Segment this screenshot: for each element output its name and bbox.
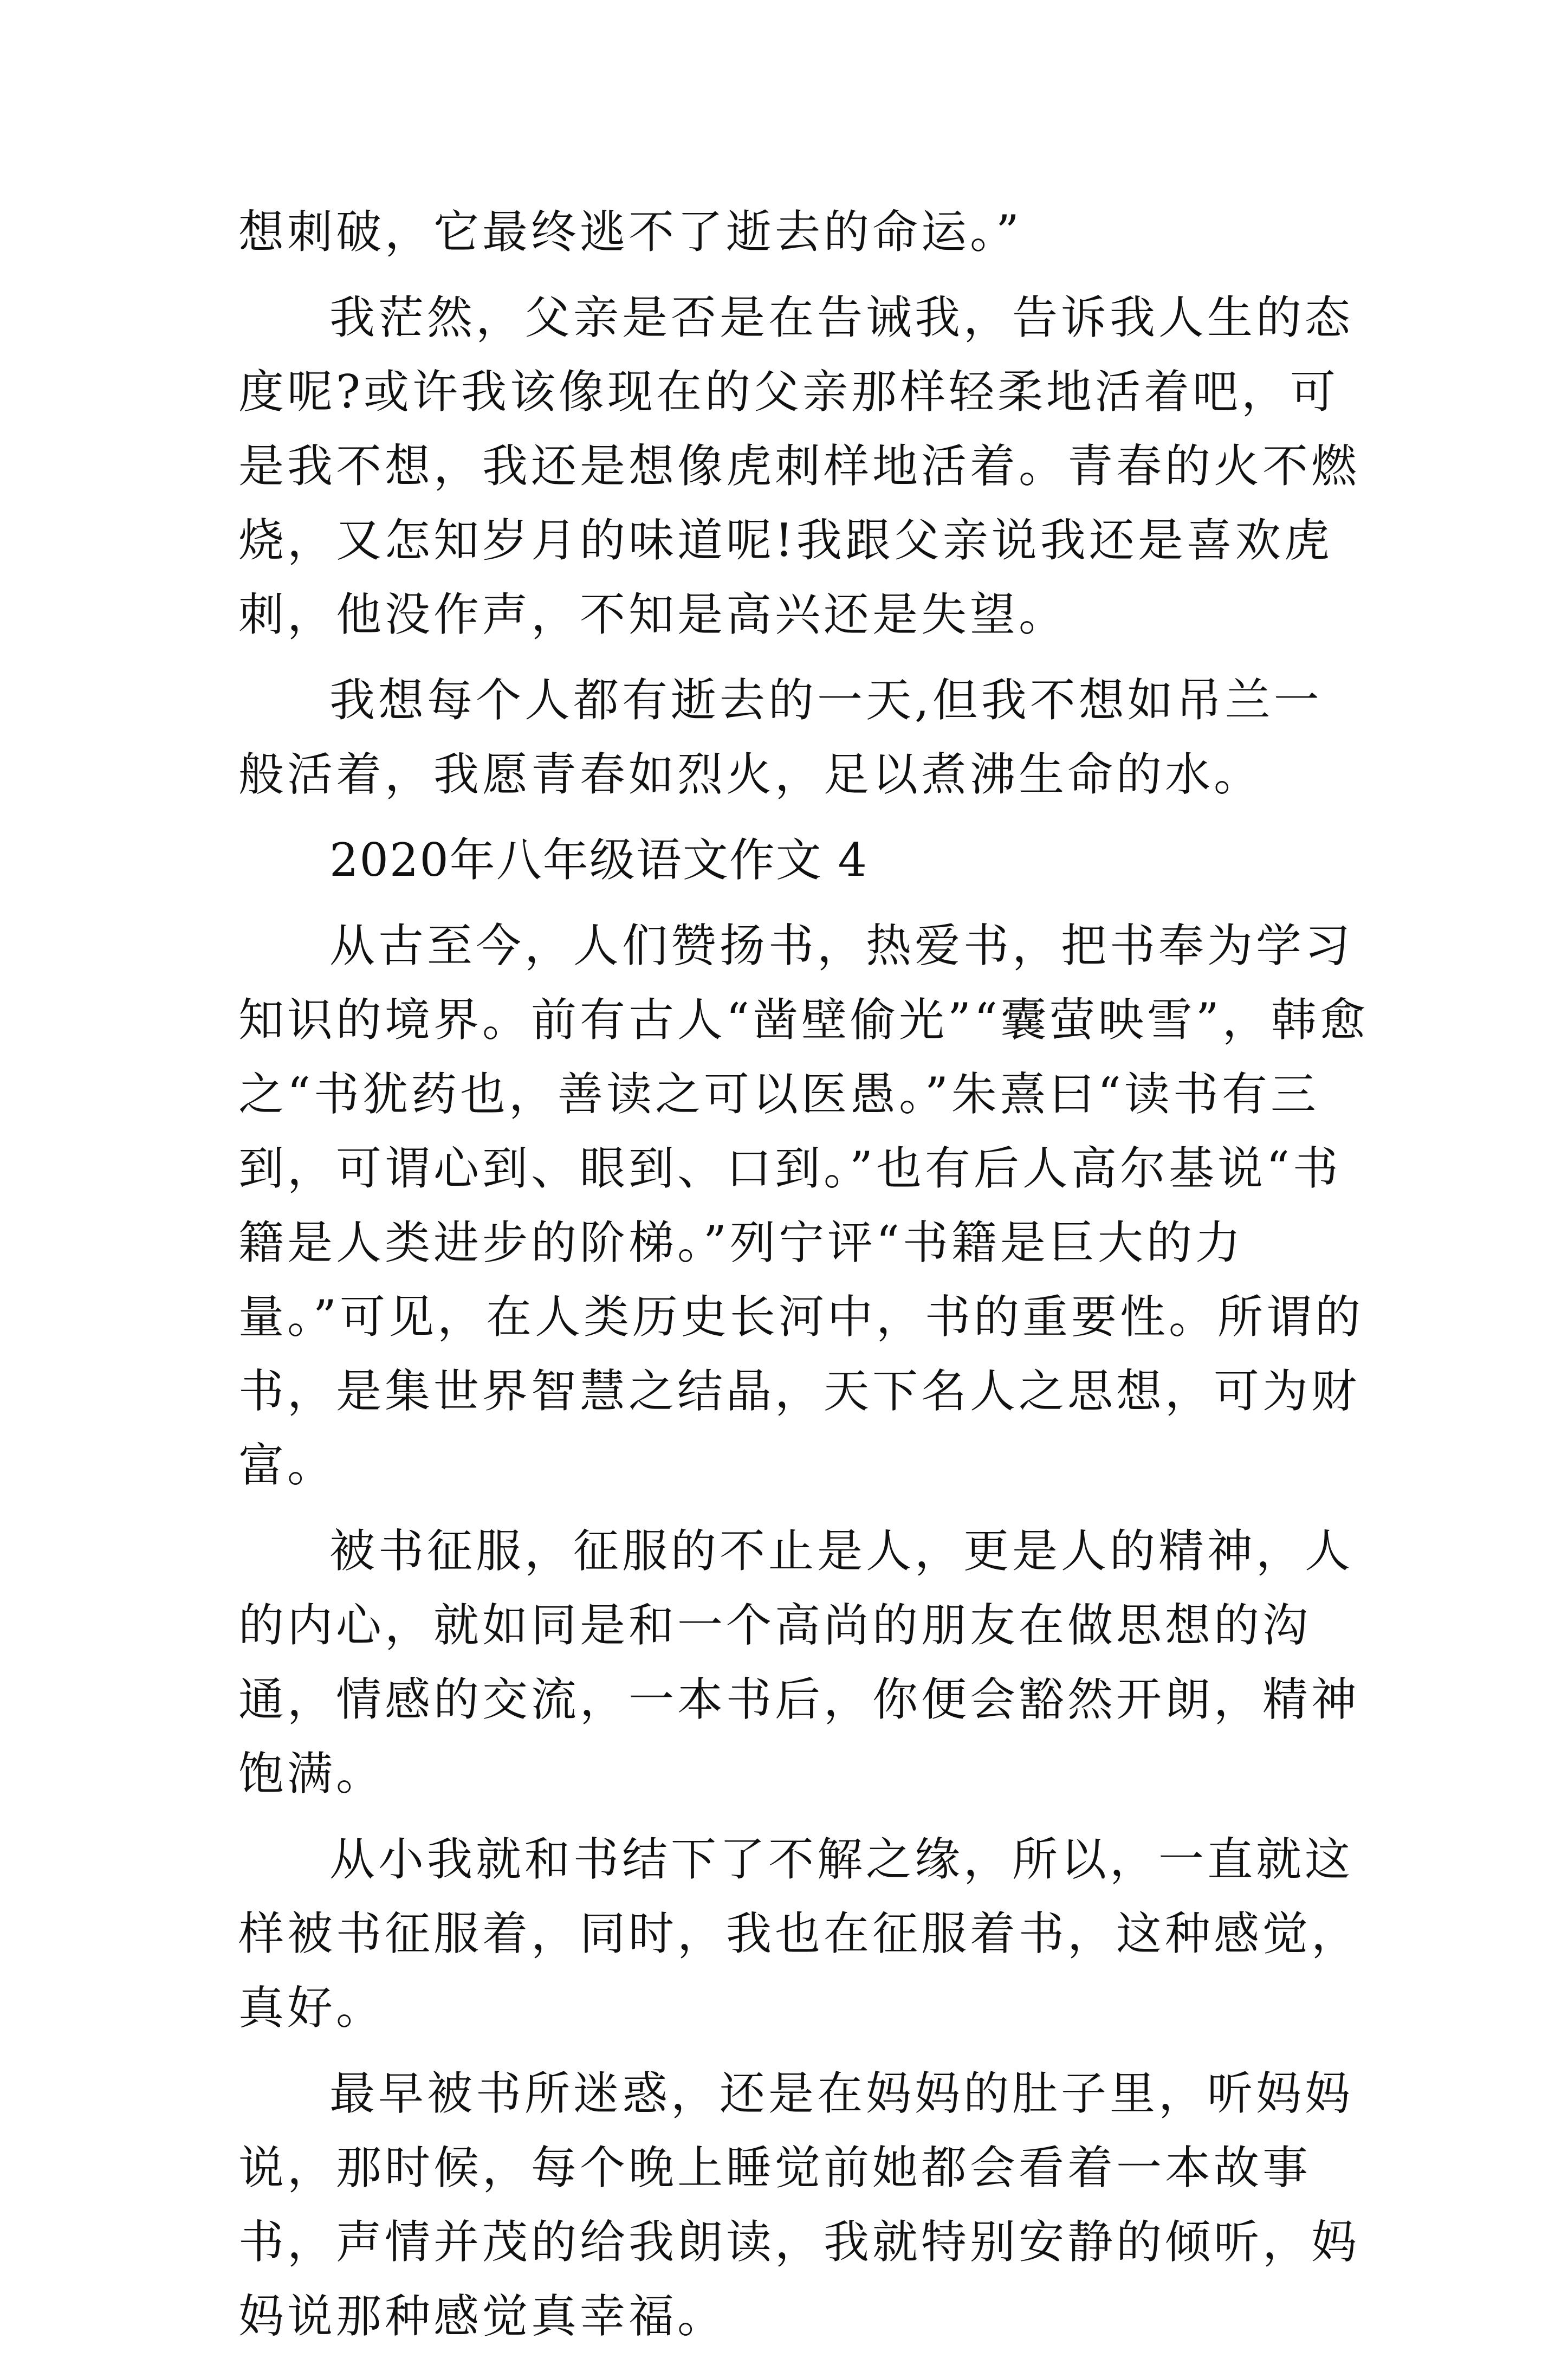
paragraph-2: 我茫然，父亲是否是在告诫我，告诉我人生的态度呢?或许我该像现在的父亲那样轻柔地活着吧，可是我不想，我还是想像虎刺样地活着。青春的火不燃烧，又怎知岁月的味道呢!我跟父亲说我还是喜欢虎刺，他没作声，不知是高兴还是失望。 [238,291,1360,641]
document-body [238,195,1371,2365]
paragraph-7: 从小我就和书结下了不解之缘，所以，一直就这样被书征服着，同时，我也在征服着书，这种感觉，真好。 [238,1833,1360,2034]
section-heading: 2020年八年级语文作文 4 [329,833,868,887]
paragraph-8: 最早被书所迷惑，还是在妈妈的肚子里，听妈妈说，那时候，每个晚上睡觉前她都会看着一本故事书，声情并茂的给我朗读，我就特别安静的倾听，妈妈说那种感觉真幸福。 [238,2067,1360,2343]
paragraph-6: 被书征服，征服的不止是人，更是人的精神，人的内心，就如同是和一个高尚的朋友在做思想的沟通，情感的交流，一本书后，你便会豁然开朗，精神饱满。 [238,1524,1360,1800]
paragraph-3: 我想每个人都有逝去的一天,但我不想如吊兰一般活着，我愿青春如烈火，足以煮沸生命的水。 [238,674,1323,801]
paragraph-1: 想刺破，它最终逃不了逝去的命运。” [238,205,1022,259]
paragraph-5: 从古至今，人们赞扬书，热爱书，把书奉为学习知识的境界。前有古人“凿壁偷光”“囊萤映雪”，韩愈之“书犹药也，善读之可以医愚。”朱熹曰“读书有三到，可谓心到、眼到、口到。”也有后人高尔基说“书籍是人类进步的阶梯。”列宁评“书籍是巨大的力量。”可见，在人类历史长河中，书的重要性。所谓的书，是集世界智慧之结晶，天下名人之思想，可为财富。 [238,919,1369,1492]
